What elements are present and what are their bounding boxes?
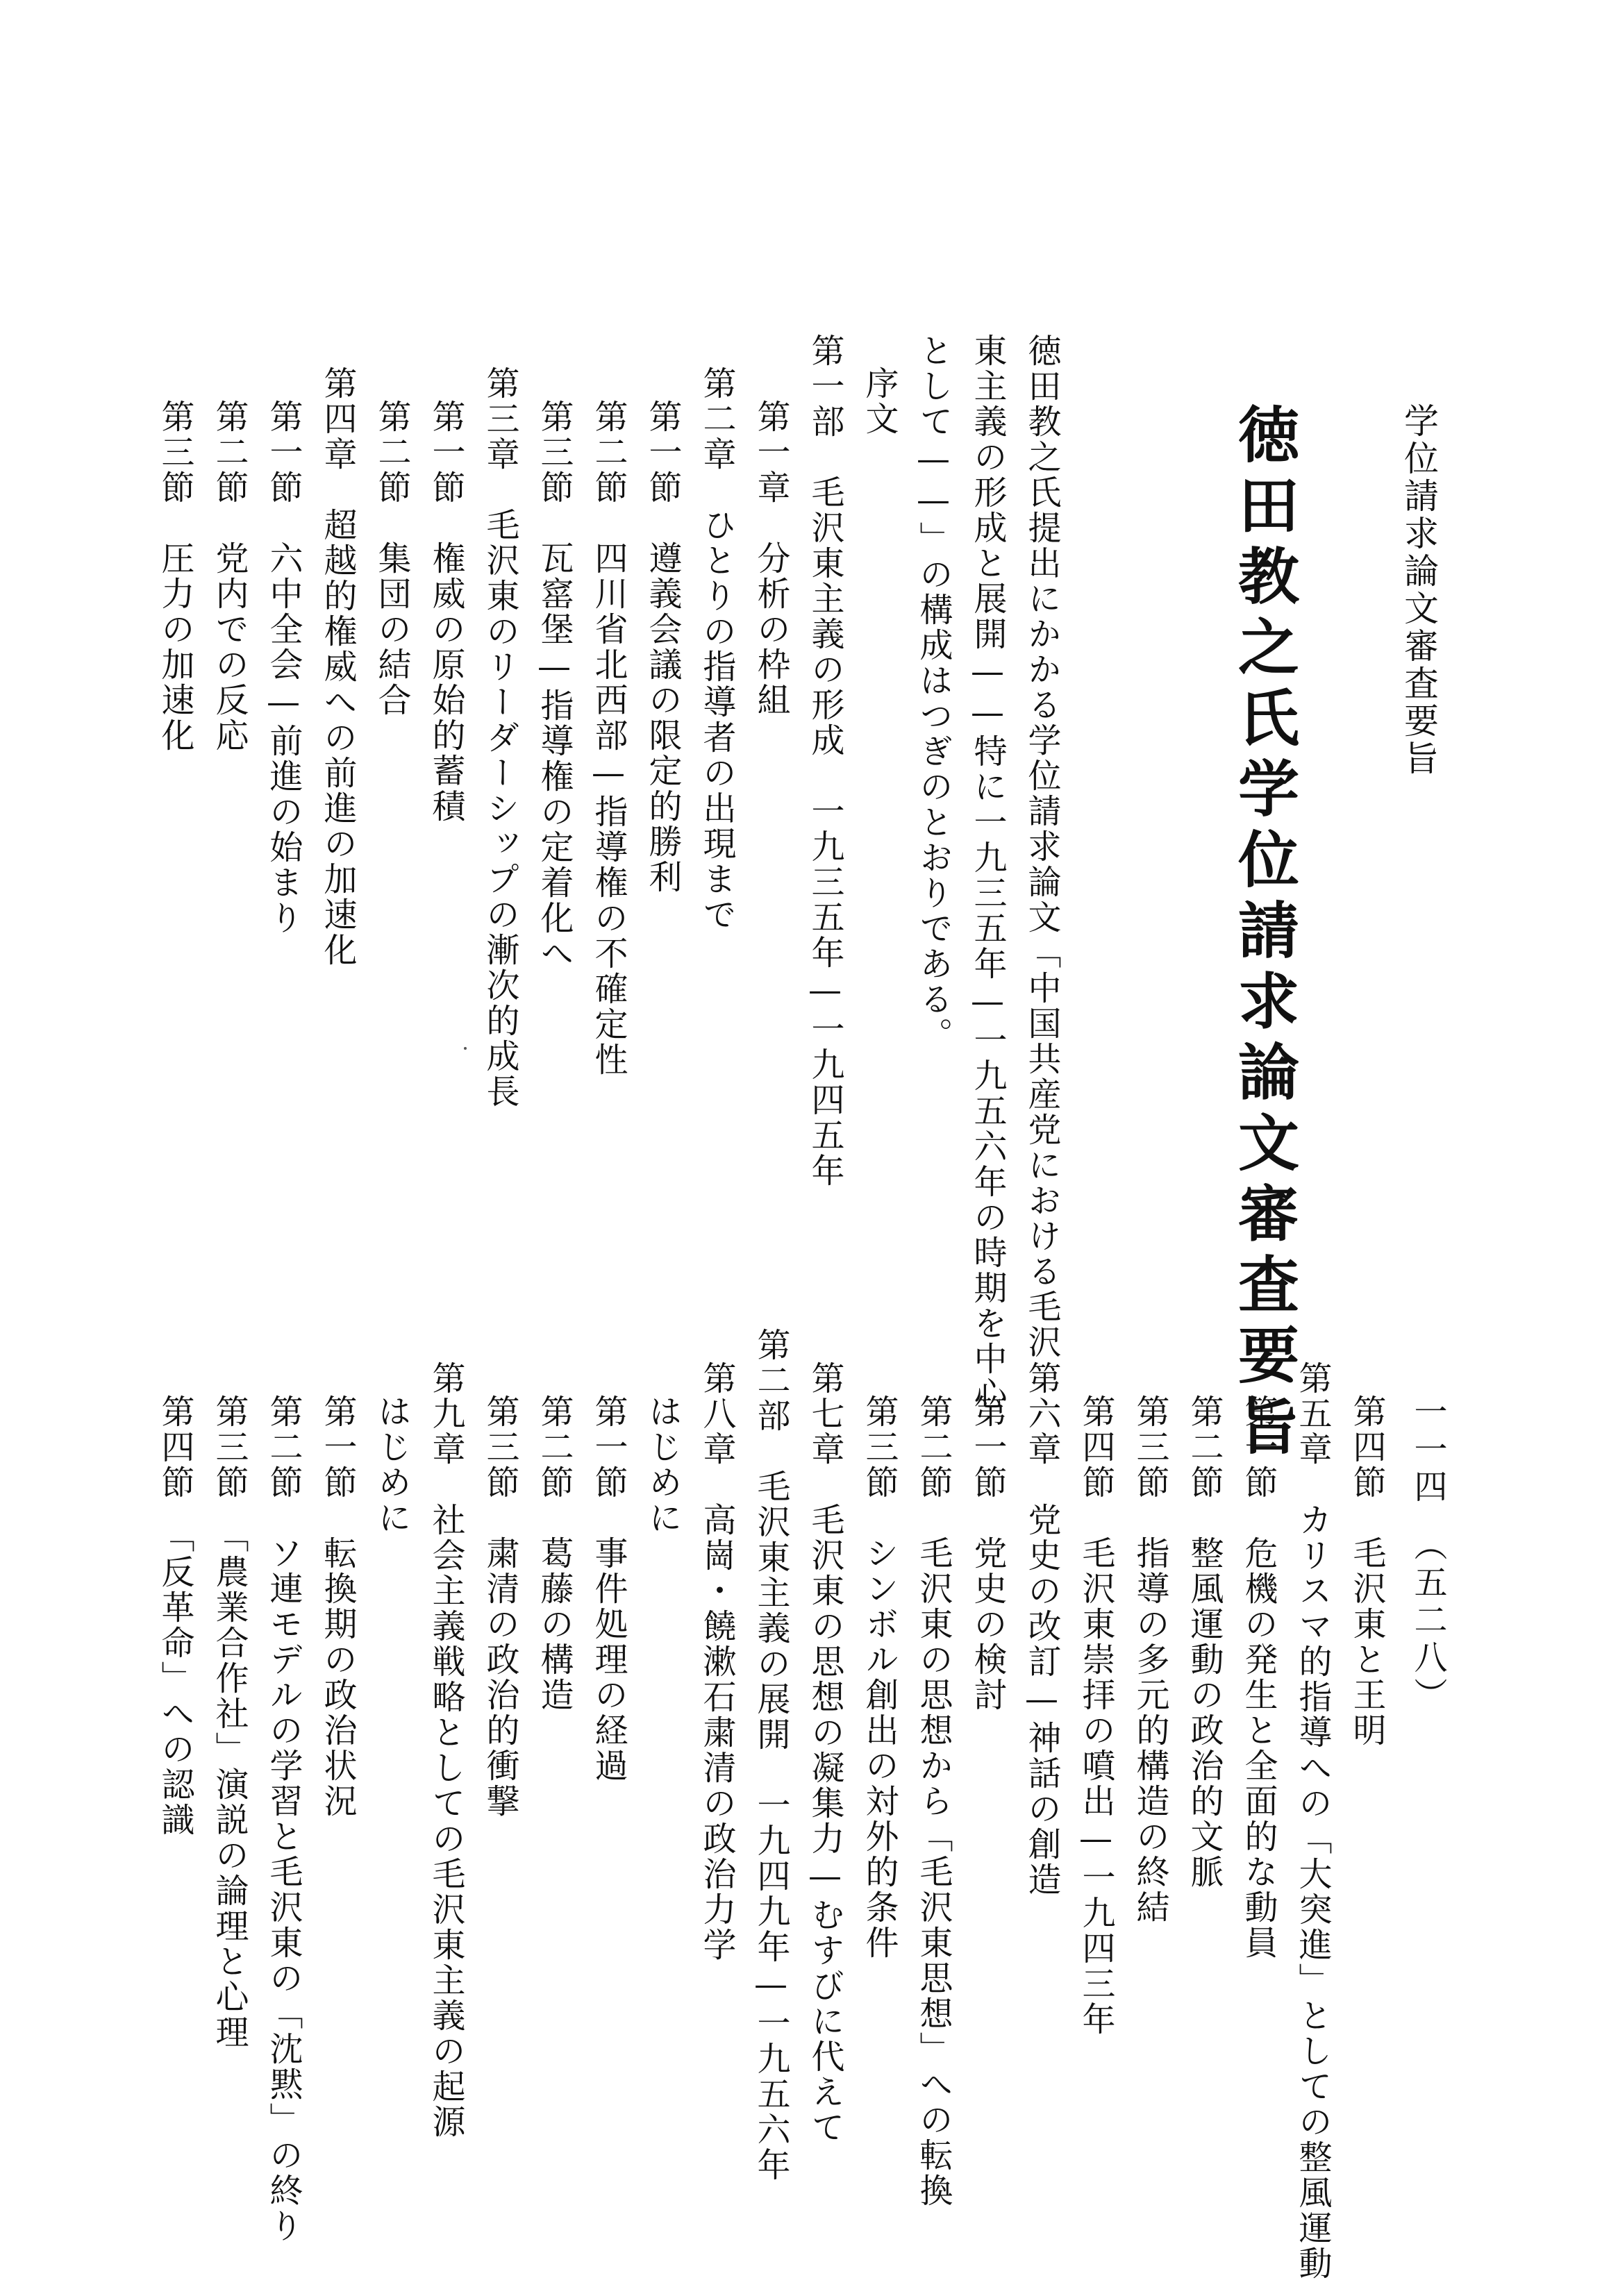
toc-top-item: 第一節 六中全会—前進の始まり bbox=[264, 399, 303, 936]
toc-bottom-item: 第六章 党史の改訂—神話の創造 bbox=[1022, 1361, 1061, 1897]
toc-bottom-item: 第七章 毛沢東の思想の凝集力—むすびに代えて bbox=[806, 1361, 844, 2145]
toc-top-item: 第一節 権威の原始的蓄積 bbox=[426, 399, 465, 824]
toc-top-item: 第二節 集団の結合 bbox=[372, 399, 411, 718]
toc-top-item: 第三節 圧力の加速化 bbox=[156, 399, 194, 753]
intro-line-1: 徳田教之氏提出にかかる学位請求論文「中国共産党における毛沢 bbox=[1022, 333, 1061, 1360]
toc-bottom-item: 第二節 ソ連モデルの学習と毛沢東の「沈黙」の終り bbox=[264, 1394, 303, 2244]
toc-top-item: 第二節 四川省北西部—指導権の不確定性 bbox=[589, 399, 628, 1078]
toc-bottom-item: 第四節 毛沢東崇拝の噴出—一九四三年 bbox=[1076, 1394, 1115, 2037]
toc-bottom-item: 第三節 指導の多元的構造の終結 bbox=[1131, 1394, 1169, 1925]
toc-top-item: 第一節 遵義会議の限定的勝利 bbox=[643, 399, 682, 895]
page-number: 一一四 （五二八） bbox=[1408, 1394, 1447, 1715]
toc-top-item: 第三節 瓦窰堡—指導権の定着化へ bbox=[535, 399, 574, 971]
toc-bottom-item: 第一節 事件処理の経過 bbox=[589, 1394, 628, 1784]
toc-bottom-item: 第二節 葛藤の構造 bbox=[535, 1394, 574, 1713]
running-header: 学位請求論文審査要旨 bbox=[1399, 403, 1439, 778]
toc-top-item: 第四章 超越的権威への前進の加速化 bbox=[318, 366, 357, 968]
intro-line-2: 東主義の形成と展開——特に一九三五年—一九五六年の時期を中心 bbox=[968, 333, 1007, 1412]
toc-top-item: 第二章 ひとりの指導者の出現まで bbox=[697, 366, 736, 932]
toc-bottom-item: 第一節 転換期の政治状況 bbox=[318, 1394, 357, 1819]
ink-speck bbox=[464, 1047, 467, 1050]
toc-part-2: 第二部 毛沢東主義の展開 一九四九年—一九五六年 bbox=[751, 1327, 790, 2183]
toc-bottom-item: 第四節 毛沢東と王明 bbox=[1347, 1394, 1386, 1748]
toc-bottom-item: 第五章 カリスマ的指導への「大突進」としての整風運動 bbox=[1293, 1361, 1332, 2281]
toc-bottom-item: 第八章 高崗・饒漱石粛清の政治力学 bbox=[697, 1361, 736, 1963]
toc-bottom-item: 第四節 「反革命」への認識 bbox=[156, 1394, 194, 1838]
intro-line-3: として——」の構成はつぎのとおりである。 bbox=[914, 333, 953, 1053]
toc-top-item: 第三章 毛沢東のリーダーシップの漸次的成長 bbox=[481, 366, 519, 1109]
toc-bottom-item: 第三節 粛清の政治的衝撃 bbox=[481, 1394, 519, 1819]
page-title: 徳田教之氏学位請求論文審査要旨 bbox=[1228, 403, 1301, 1465]
toc-bottom-item: はじめに bbox=[372, 1394, 411, 1536]
toc-bottom-item: はじめに bbox=[643, 1394, 682, 1536]
toc-bottom-item: 第三節 「農業合作社」演説の論理と心理 bbox=[210, 1394, 249, 2050]
toc-bottom-item: 第二節 整風運動の政治的文脈 bbox=[1185, 1394, 1224, 1890]
toc-bottom-item: 第三節 シンボル創出の対外的条件 bbox=[860, 1394, 899, 1961]
toc-top-item: 第二節 党内での反応 bbox=[210, 399, 249, 753]
toc-part-1: 第一部 毛沢東主義の形成 一九三五年—一九四五年 bbox=[806, 333, 844, 1189]
toc-top-item: 第一章 分析の枠組 bbox=[751, 399, 790, 718]
toc-bottom-item: 第一節 危機の発生と全面的な動員 bbox=[1239, 1394, 1278, 1961]
toc-bottom-item: 第二節 毛沢東の思想から「毛沢東思想」への転換 bbox=[914, 1394, 953, 2209]
toc-bottom-item: 第一節 党史の検討 bbox=[968, 1394, 1007, 1713]
toc-preface: 序文 bbox=[860, 366, 899, 437]
toc-bottom-item: 第九章 社会主義戦略としての毛沢東主義の起源 bbox=[426, 1361, 465, 2140]
